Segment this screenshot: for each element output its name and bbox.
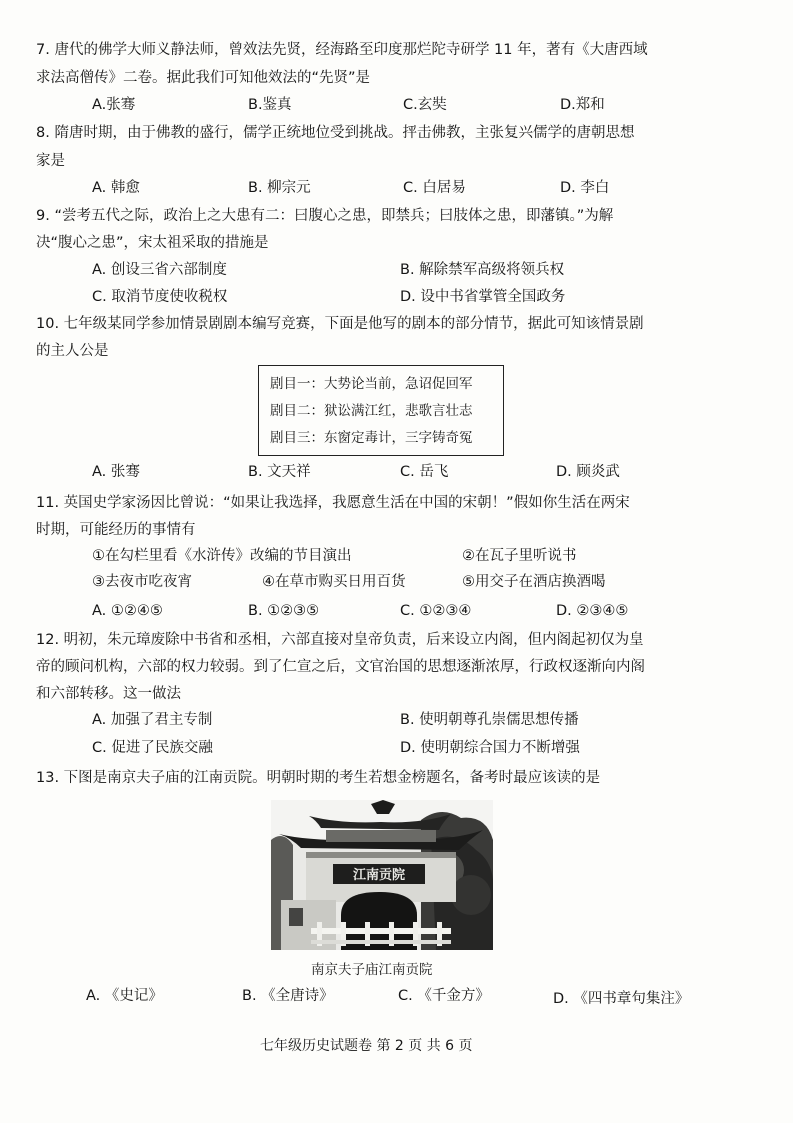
q9-stem-line1: 9. “尝考五代之际，政治上之大患有二：曰腹心之患，即禁兵；曰肢体之患，即藩镇。”为解 [36,208,614,224]
q10-option-a[interactable]: A. 张骞 [92,464,140,480]
q9-option-b[interactable]: B. 解除禁军高级将领兵权 [400,262,565,278]
q7-option-c[interactable]: C.玄奘 [403,97,447,113]
q11-item-1: ①在勾栏里看《水浒传》改编的节目演出 [92,548,352,564]
q11-stem-line1: 11. 英国史学家汤因比曾说：“如果让我选择，我愿意生活在中国的宋朝！”假如你生活在两宋 [36,495,630,511]
q10-option-d[interactable]: D. 顾炎武 [556,464,620,480]
q11-item-3: ③去夜市吃夜宵 [92,574,192,590]
q8-option-c[interactable]: C. 白居易 [403,180,466,196]
q10-option-c[interactable]: C. 岳飞 [400,464,449,480]
q8-option-b[interactable]: B. 柳宗元 [248,180,311,196]
q11-option-c[interactable]: C. ①②③④ [400,603,472,619]
q12-option-b[interactable]: B. 使明朝尊孔崇儒思想传播 [400,712,579,728]
q7-stem-line1: 7. 唐代的佛学大师义静法师，曾效法先贤，经海路至印度那烂陀寺研学 11 年，著有《大唐西域 [36,42,648,58]
q8-option-d[interactable]: D. 李白 [560,180,610,196]
q7-option-b[interactable]: B.鉴真 [248,97,292,113]
q11-option-d[interactable]: D. ②③④⑤ [556,603,629,619]
q8-stem-line1: 8. 隋唐时期，由于佛教的盛行，儒学正统地位受到挑战。抨击佛教，主张复兴儒学的唐朝思想 [36,125,635,141]
q11-item-4: ④在草市购买日用百货 [262,574,406,590]
photo-plaque-text: 江南贡院 [352,868,406,883]
q12-stem-line2: 帝的顾问机构，六部的权力较弱。到了仁宣之后，文官治国的思想逐渐浓厚，行政权逐渐向内阁 [36,659,645,675]
q10-script-3: 剧目三：东窗定毒计，三字铸奇冤 [270,430,473,446]
q7-stem-line2: 求法高僧传》二卷。据此我们可知他效法的“先贤”是 [36,70,371,86]
q10-option-b[interactable]: B. 文天祥 [248,464,311,480]
q7-option-a[interactable]: A.张骞 [92,97,136,113]
q10-script-1: 剧目一：大势论当前，急诏促回军 [270,376,473,392]
page-footer: 七年级历史试题卷 第 2 页 共 6 页 [260,1038,473,1054]
q10-script-2: 剧目二：狱讼满江红，悲歌言壮志 [270,403,473,419]
q8-stem-line2: 家是 [36,153,65,169]
q11-item-2: ②在瓦子里听说书 [462,548,577,564]
q12-stem-line3: 和六部转移。这一做法 [36,686,181,702]
q10-stem-line1: 10. 七年级某同学参加情景剧剧本编写竞赛，下面是他写的剧本的部分情节，据此可知该情景剧 [36,316,644,332]
q9-stem-line2: 决“腹心之患”，宋太祖采取的措施是 [36,235,269,251]
q12-option-d[interactable]: D. 使明朝综合国力不断增强 [400,740,580,756]
q9-option-a[interactable]: A. 创设三省六部制度 [92,262,227,278]
q13-option-c[interactable]: C. 《千金方》 [398,988,490,1004]
q12-option-a[interactable]: A. 加强了君主专制 [92,712,213,728]
q7-option-d[interactable]: D.郑和 [560,97,605,113]
q9-option-c[interactable]: C. 取消节度使收税权 [92,289,228,305]
q13-option-b[interactable]: B. 《全唐诗》 [242,988,334,1004]
q12-stem-line1: 12. 明初，朱元璋废除中书省和丞相，六部直接对皇帝负责，后来设立内阁，但内阁起初仅为皇 [36,632,644,648]
q11-stem-line2: 时期，可能经历的事情有 [36,522,196,538]
q8-option-a[interactable]: A. 韩愈 [92,180,140,196]
q13-stem-line1: 13. 下图是南京夫子庙的江南贡院。明朝时期的考生若想金榜题名，备考时最应该读的是 [36,770,601,786]
q11-item-5: ⑤用交子在酒店换酒喝 [462,574,606,590]
q9-option-d[interactable]: D. 设中书省掌管全国政务 [400,289,566,305]
q13-option-a[interactable]: A. 《史记》 [86,988,163,1004]
q12-option-c[interactable]: C. 促进了民族交融 [92,740,213,756]
q13-option-d[interactable]: D. 《四书章句集注》 [553,991,690,1007]
q10-script-box [258,365,504,456]
q10-stem-line2: 的主人公是 [36,343,109,359]
q13-photo-caption: 南京夫子庙江南贡院 [311,962,433,978]
q11-option-a[interactable]: A. ①②④⑤ [92,603,163,619]
jiangnan-gongyuan-photo [271,800,493,950]
q11-option-b[interactable]: B. ①②③⑤ [248,603,320,619]
